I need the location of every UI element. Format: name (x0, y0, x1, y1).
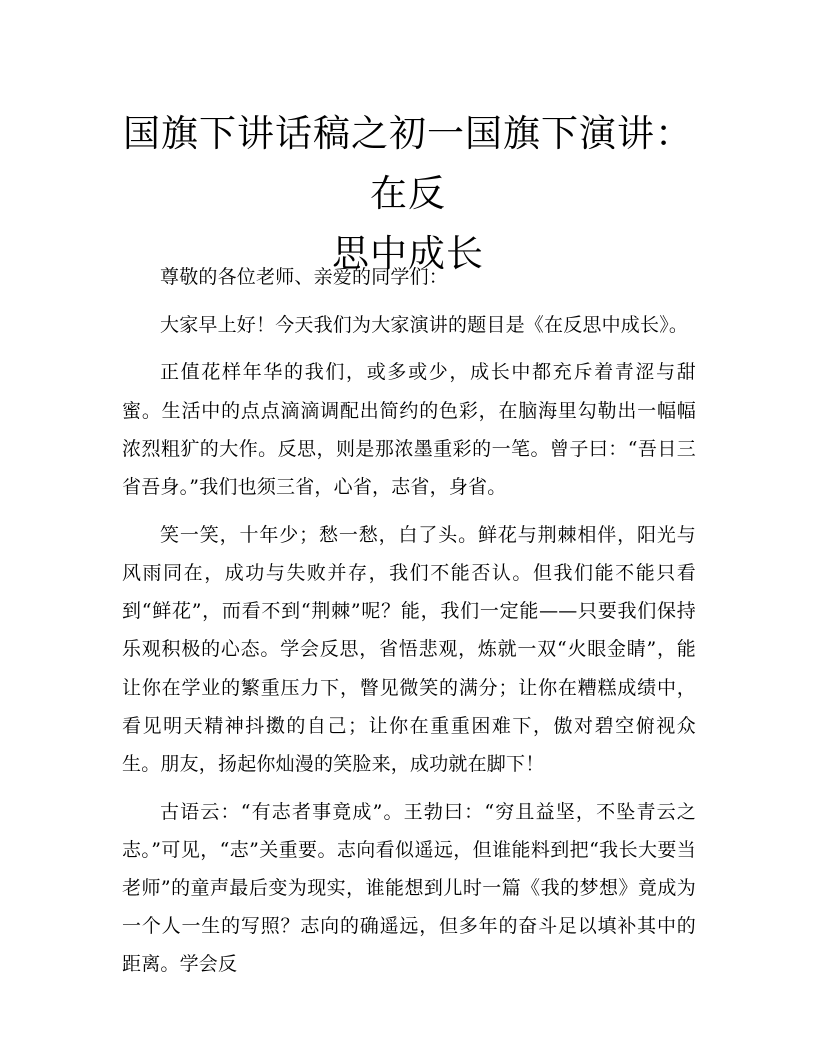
document-title (110, 104, 706, 284)
title-line-2: 思中成长 (332, 232, 484, 275)
title-line-1: 国旗下讲话稿之初一国旗下演讲：在反 (123, 112, 693, 215)
body-paragraph: 正值花样年华的我们，或多或少，成长中都充斥着青涩与甜蜜。生活中的点点滴滴调配出简约的色彩，在脑海里勾勒出一幅幅浓烈粗犷的大作。反思，则是那浓墨重彩的一笔。曾子曰：“吾日三省吾身。”我们也须三省，心省，志省，身省。 (122, 361, 696, 499)
greeting-paragraph: 大家早上好！今天我们为大家演讲的题目是《在反思中成长》。 (160, 313, 689, 336)
document-body (122, 258, 696, 993)
body-paragraph: 古语云：“有志者事竟成”。王勃曰：“穷且益坚，不坠青云之志。”可见，“志”关重要。志向看似遥远，但谁能料到把“我长大要当老师”的童声最后变为现实，谁能想到儿时一篇《我的梦想》竟成为一个人一生的写照？志向的确遥远，但多年的奋斗足以填补其中的距离。学会反 (122, 800, 696, 976)
salutation-paragraph: 尊敬的各位老师、亲爱的同学们： (160, 266, 449, 288)
body-paragraph: 笑一笑，十年少；愁一愁，白了头。鲜花与荆棘相伴，阳光与风雨同在，成功与失败并存，我们不能否认。但我们能不能只看到“鲜花”，而看不到“荆棘”呢？能，我们一定能——只要我们保持乐观积极的心态。学会反思，省悟悲观，炼就一双“火眼金睛”，能让你在学业的繁重压力下，瞥见微笑的满分；让你在糟糕成绩中，看见明天精神抖擞的自己；让你在重重困难下，傲对碧空俯视众生。朋友，扬起你灿漫的笑脸来，成功就在脚下！ (122, 523, 696, 775)
